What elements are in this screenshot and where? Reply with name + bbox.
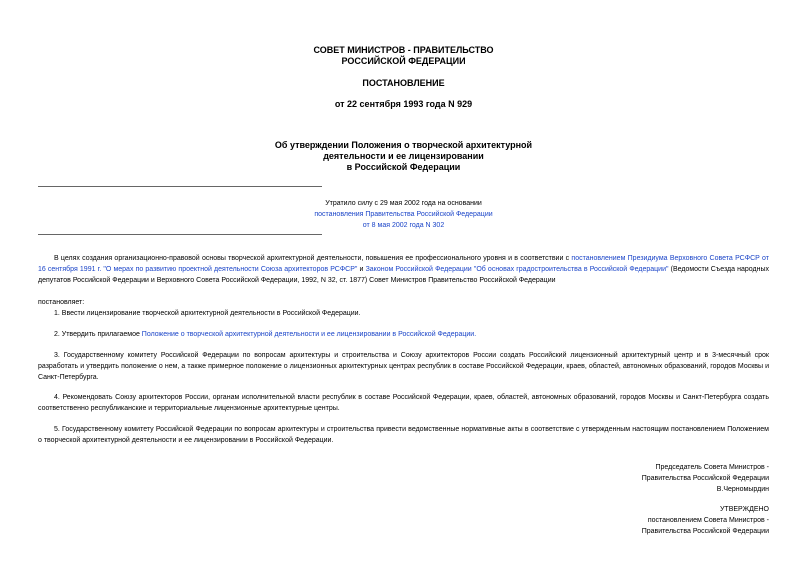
divider-top [38, 186, 322, 187]
signature-title-line1: Председатель Совета Министров - [655, 464, 769, 471]
document-type: ПОСТАНОВЛЕНИЕ [362, 78, 445, 88]
repeal-link-line1[interactable]: постановления Правительства Российской Федерации [314, 211, 493, 218]
approved-line3: Правительства Российской Федерации [641, 528, 769, 535]
item-1: 1. Ввести лицензирование творческой архитектурной деятельности в Российской Федерации. [54, 310, 361, 317]
document-date-number: от 22 сентября 1993 года N 929 [334, 99, 473, 109]
item-2-text: 2. Утвердить прилагаемое [54, 331, 142, 338]
approved-line2: постановлением Совета Министров - [647, 517, 769, 524]
urban-planning-law-link[interactable]: Законом Российской Федерации "Об основах градостроительства в Российской Федерации" [365, 266, 669, 273]
regulation-link[interactable]: Положение о творческой архитектурной деятельности и ее лицензировании в Российской Федерации. [141, 331, 477, 338]
preamble-text-3: (Ведомости Съезда народных депутатов Российской Федерации и Верховного Совета Российской Федерации, 1992, N 32, ст. 1877) Совет Министров Правительство Российской Федерации [38, 266, 769, 284]
signatory-name: В.Черномырдин [716, 486, 769, 493]
document-title-line3: в Российской Федерации [346, 162, 461, 172]
org-name-line2: РОССИЙСКОЙ ФЕДЕРАЦИИ [341, 56, 466, 66]
item-4: 4. Рекомендовать Союзу архитекторов России, органам исполнительной власти республик в составе Российской Федерации, краев, областей, автономных образований, городов Москвы и Санкт-Петербурга создать соответственно республиканские и территориальные лицензионные архитектурные центры. [38, 394, 769, 412]
preamble-text-2: и [357, 266, 366, 273]
org-name-line1: СОВЕТ МИНИСТРОВ - ПРАВИТЕЛЬСТВО [313, 45, 494, 55]
preamble-text-1: В целях создания организационно-правовой основы творческой архитектурной деятельности, повышения ее профессионального уровня и в соответствии с [54, 255, 572, 262]
item-3: 3. Государственному комитету Российской Федерации по вопросам архитектуры и строительства и Союзу архитекторов России создать Российский лицензионный архитектурный центр и в 3-месячный срок разработать и утвердить положение о нем, а также примерное положение о лицензионных архитектурных центрах республик в составе Российской Федерации, краев, областей, автономных образований, городов Москвы и Санкт-Петербурга. [38, 352, 769, 381]
repeal-note: Утратило силу с 29 мая 2002 года на основании [325, 200, 482, 207]
repeal-link-line2[interactable]: от 8 мая 2002 года N 302 [362, 222, 445, 229]
approved-label: УТВЕРЖДЕНО [719, 506, 769, 513]
signature-title-line2: Правительства Российской Федерации [641, 475, 769, 482]
divider-bottom [38, 234, 322, 235]
preamble-paragraph [38, 253, 769, 286]
presidium-resolution-link[interactable]: постановлением Президиума Верховного Совета РСФСР от 16 сентября 1991 г. "О мерах по развитию проектной деятельности Союза архитекторов РСФСР" [38, 255, 770, 273]
document-title-line1: Об утверждении Положения о творческой архитектурной [274, 140, 533, 150]
resolves-label: постановляет: [38, 299, 85, 306]
document-title-line2: деятельности и ее лицензировании [323, 151, 484, 161]
item-5: 5. Государственному комитету Российской Федерации по вопросам архитектуры и строительства привести ведомственные нормативные акты в соответствие с утвержденным настоящим постановлением Положением о творческой архитектурной деятельности и ее лицензировании в Российской Федерации. [38, 426, 769, 444]
item-2 [38, 329, 769, 340]
